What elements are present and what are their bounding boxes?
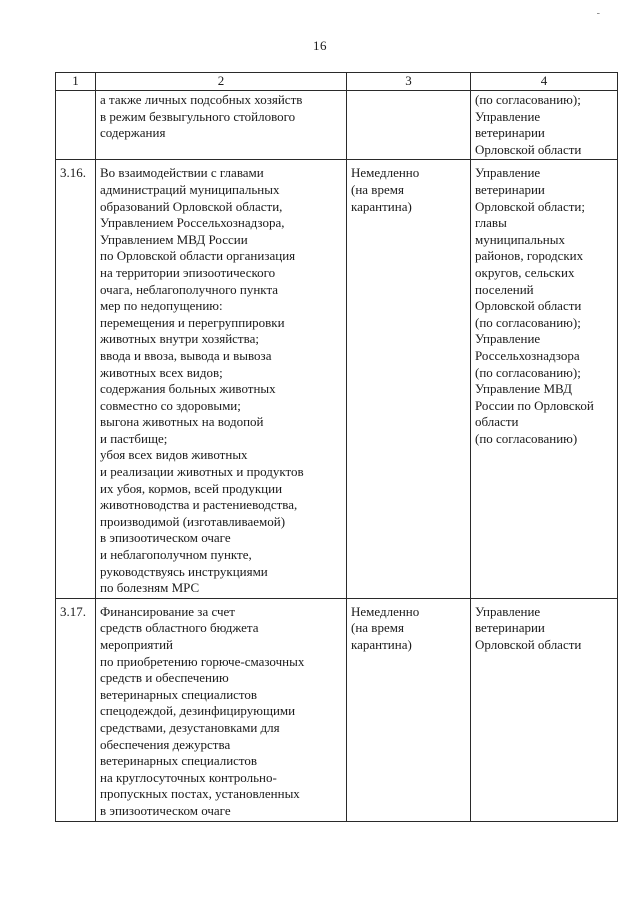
table-row <box>56 598 618 821</box>
header-cell-2: 2 <box>96 73 347 91</box>
page-number: 16 <box>313 38 327 53</box>
row-responsible: Управление ветеринарии Орловской области; главы муниципальных районов, городских округов, сельских поселений Орловской области (по согласованию); Управление Россельхознадзора (по согласованию); Управление МВД России по Орловской области (по согласованию) <box>471 160 618 598</box>
table-row <box>56 160 618 598</box>
header-cell-4: 4 <box>471 73 618 91</box>
continuation-term <box>347 91 471 160</box>
row-number: 3.17. <box>56 598 96 821</box>
continuation-responsible: (по согласованию); Управление ветеринарии Орловской области <box>471 91 618 160</box>
row-measure: Во взаимодействии с главами администраций муниципальных образований Орловской области, Управлением Россельхознадзора, Управлением МВД России по Орловской области организация на территории эпизоотического очага, неблагополучного пункта мер по недопущению: перемещения и перегруппировки животных внутри хозяйства; ввода и ввоза, вывода и вывоза животных всех видов; содержания больных животных совместно со здоровыми; выгона животных на водопой и пастбище; убоя всех видов животных и реализации животных и продуктов их убоя, кормов, всей продукции животноводства и растениеводства, производимой (изготавливаемой) в эпизоотическом очаге и неблагополучном пункте, руководствуясь инструкциями по болезням МРС <box>96 160 347 598</box>
row-number: 3.16. <box>56 160 96 598</box>
row-term: Немедленно (на время карантина) <box>347 598 471 821</box>
continuation-measure: а также личных подсобных хозяйств в режим безвыгульного стойлового содержания <box>96 91 347 160</box>
row-responsible: Управление ветеринарии Орловской области <box>471 598 618 821</box>
row-measure: Финансирование за счет средств областного бюджета мероприятий по приобретению горюче-смазочных средств и обеспечению ветеринарных специалистов спецодеждой, дезинфицирующими средствами, дезустановками для обеспечения дежурства ветеринарных специалистов на круглосуточных контрольно- пропускных постах, установленных в эпизоотическом очаге <box>96 598 347 821</box>
measures-table <box>55 72 618 822</box>
continuation-num <box>56 91 96 160</box>
continuation-row <box>56 91 618 160</box>
table-header-row <box>56 73 618 91</box>
row-term: Немедленно (на время карантина) <box>347 160 471 598</box>
corner-mark: - <box>596 8 600 19</box>
header-cell-1: 1 <box>56 73 96 91</box>
header-cell-3: 3 <box>347 73 471 91</box>
